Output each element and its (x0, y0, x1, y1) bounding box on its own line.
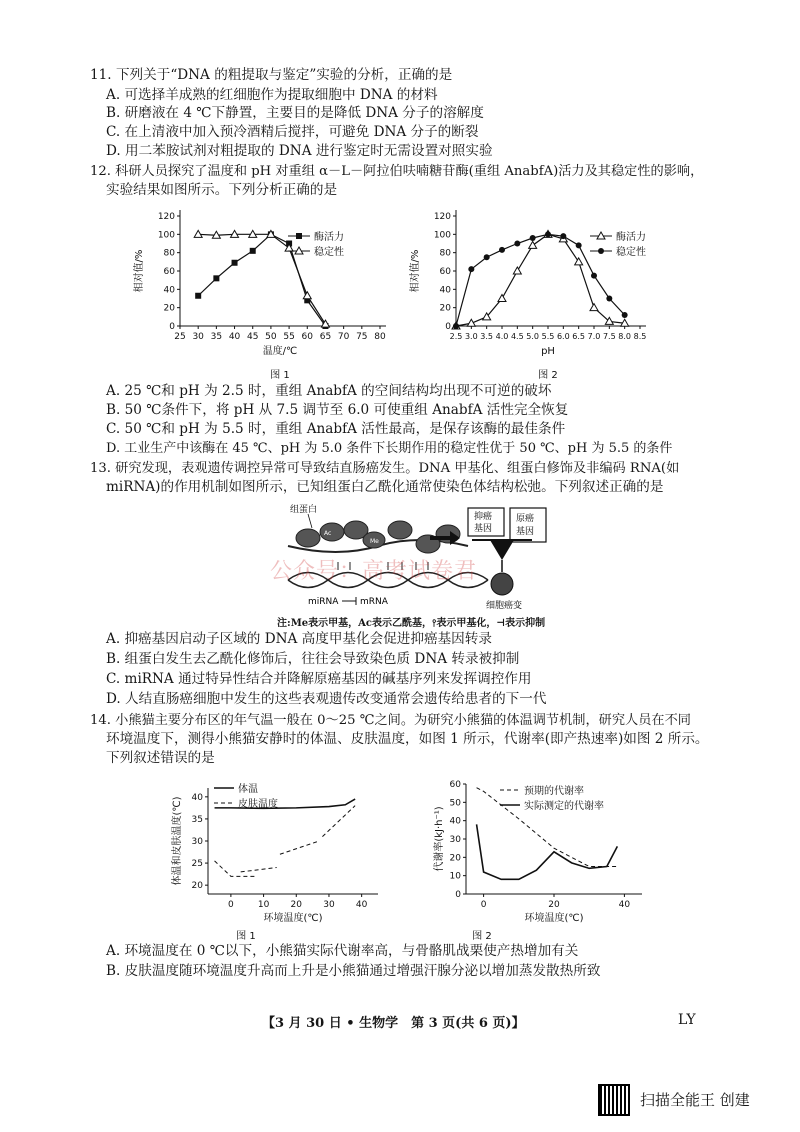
data-point (590, 304, 598, 311)
suppressor-gene-label: 抑癌 (474, 512, 493, 522)
x-tick-label: 7.5 (602, 332, 616, 341)
data-point (250, 248, 256, 254)
figure-caption: 图 1 (270, 370, 290, 381)
y-tick-label: 20 (163, 303, 175, 314)
x-tick-label: 30 (192, 332, 204, 342)
y-tick-label: 0 (455, 890, 461, 900)
q12-option-d: D. 工业生产中该酶在 45 ℃、pH 为 5.0 条件下长期作用的稳定性优于 50 ℃、pH 为 5.5 的条件 (106, 441, 673, 456)
data-point (560, 233, 566, 239)
methyl-label: Me (370, 538, 379, 545)
q12-stem-line1: 12. 科研人员探究了温度和 pH 对重组 α－L－阿拉伯呋喃糖苷酶(重组 AnabfA)活力及其稳定性的影响， (90, 164, 704, 179)
series-line (477, 824, 618, 879)
y-tick-label: 80 (163, 248, 175, 259)
q14-chart-metabolic-rate (430, 778, 660, 942)
x-tick-label: 10 (257, 900, 270, 910)
y-tick-label: 40 (439, 285, 451, 296)
data-point (529, 241, 537, 248)
data-point (606, 296, 612, 302)
lever-triangle (490, 540, 514, 560)
x-tick-label: 4.5 (510, 332, 524, 341)
legend-marker (598, 248, 604, 254)
series-实际测定的代谢率 (477, 824, 618, 879)
x-tick-label: 2.5 (449, 332, 463, 341)
q11-option-a: A. 可选择羊成熟的红细胞作为提取细胞中 DNA 的材料 (106, 87, 438, 103)
y-tick-label: 50 (449, 798, 461, 809)
x-tick-label: 30 (323, 900, 335, 910)
q14-option-b: B. 皮肤温度随环境温度升高而上升是小熊猫通过增强汗腺分泌以增加蒸发散热所致 (106, 963, 601, 979)
y-tick-label: 20 (439, 303, 451, 314)
y-axis-label: 体温和皮肤温度(℃) (172, 796, 183, 886)
legend-label: 酶活力 (314, 232, 344, 243)
x-tick-label: 75 (356, 332, 368, 342)
q14-stem-line1: 14. 小熊猫主要分布区的年气温一般在 0～25 ℃之间。为研究小熊猫的体温调节机制，研究人员在不同 (90, 713, 691, 728)
y-tick-label: 0 (445, 322, 451, 332)
x-tick-label: 50 (265, 332, 277, 342)
q11-option-d: D. 用二苯胺试剂对粗提取的 DNA 进行鉴定时无需设置对照实验 (106, 143, 493, 159)
series-预期的代谢率 (477, 788, 618, 867)
x-tick-label: 80 (374, 332, 386, 342)
y-tick-label: 80 (439, 248, 451, 259)
y-tick-label: 30 (449, 835, 461, 845)
x-axis-label: 环境温度(℃) (263, 913, 323, 924)
q12-option-c: C. 50 ℃和 pH 为 5.5 时，重组 AnabfA 活性最高，是保存该酶的最佳条件 (106, 421, 566, 437)
y-tick-label: 100 (433, 230, 451, 241)
suppressor-gene-label-2: 基因 (474, 524, 493, 534)
y-tick-label: 40 (449, 816, 461, 827)
q12-chart-temperature (118, 198, 418, 381)
x-tick-label: 3.0 (464, 332, 478, 341)
series-line (215, 799, 356, 808)
legend-marker (296, 233, 302, 239)
data-point (514, 241, 520, 247)
q13-option-b: B. 组蛋白发生去乙酰化修饰后，往往会导致染色质 DNA 转录被抑制 (106, 651, 520, 667)
x-tick-label: 0 (480, 900, 487, 910)
x-tick-label: 40 (355, 900, 368, 910)
data-point (213, 275, 219, 281)
data-point (499, 247, 505, 253)
data-point (453, 323, 459, 329)
x-tick-label: 35 (210, 332, 223, 342)
series-酶活力 (452, 230, 629, 329)
x-tick-label: 0 (228, 900, 234, 910)
data-point (622, 312, 628, 318)
q14-chart-temperature (168, 778, 398, 942)
data-point (575, 258, 583, 265)
q13-stem-line1: 13. 研究发现，表观遗传调控异常可导致结直肠癌发生。DNA 甲基化、组蛋白修饰及非编码 RNA(如 (90, 461, 680, 476)
page-footer: 【3 月 30 日 • 生物学 第 3 页(共 6 页)】 (262, 1016, 525, 1031)
y-axis-label: 相对值/% (410, 249, 421, 293)
x-tick-label: 8.5 (633, 332, 647, 341)
legend-label: 实际测定的代谢率 (524, 801, 604, 812)
series-line (280, 841, 319, 854)
data-point (467, 319, 475, 326)
q12-chart-ph (400, 198, 680, 381)
x-axis-label: 环境温度(℃) (524, 913, 584, 924)
x-tick-label: 20 (548, 900, 560, 910)
legend-label: 预期的代谢率 (524, 786, 584, 797)
y-tick-label: 20 (449, 853, 461, 864)
y-tick-label: 40 (163, 285, 175, 296)
legend-label: 稳定性 (314, 247, 344, 258)
y-tick-label: 120 (433, 212, 451, 222)
y-tick-label: 35 (191, 814, 203, 825)
y-tick-label: 60 (449, 780, 461, 790)
series-line (215, 861, 258, 876)
q13-option-d: D. 人结直肠癌细胞中发生的这些表观遗传改变通常会遗传给患者的下一代 (106, 691, 547, 707)
y-tick-label: 30 (191, 837, 203, 847)
data-point (195, 293, 201, 299)
x-tick-label: 70 (337, 332, 350, 342)
x-tick-label: 55 (283, 332, 295, 342)
x-tick-label: 6.0 (556, 332, 570, 341)
y-tick-label: 10 (449, 871, 461, 882)
data-point (530, 235, 536, 241)
data-point (545, 231, 551, 237)
data-point (591, 273, 597, 279)
footer-code: LY (678, 1012, 696, 1028)
q11-option-b: B. 研磨液在 4 ℃下静置，主要目的是降低 DNA 分子的溶解度 (106, 105, 484, 121)
data-point (194, 230, 202, 237)
q13-stem-line2: miRNA)的作用机制如图所示，已知组蛋白乙酰化通常使染色体结构松弛。下列叙述正确的是 (106, 479, 664, 495)
y-axis-label: 相对值/% (134, 249, 145, 293)
legend-label: 皮肤温度 (238, 799, 278, 810)
legend-label: 稳定性 (616, 247, 646, 258)
figure-caption: 图 2 (472, 931, 492, 942)
legend-label: 体温 (238, 784, 258, 795)
oncogene-label-2: 基因 (516, 527, 535, 537)
data-point (232, 260, 238, 266)
q11-stem: 11. 下列关于“DNA 的粗提取与鉴定”实验的分析，正确的是 (90, 67, 453, 83)
data-point (484, 254, 490, 260)
mirna-label: miRNA (308, 597, 339, 607)
series-line (241, 868, 277, 872)
figure-caption: 图 1 (236, 931, 256, 942)
data-point (468, 266, 474, 272)
cancer-cell-icon (491, 573, 513, 595)
x-axis-label: 温度/℃ (262, 346, 298, 357)
x-tick-label: 25 (174, 332, 186, 342)
q12-option-b: B. 50 ℃条件下，将 pH 从 7.5 调节至 6.0 可使重组 AnabfA 活性完全恢复 (106, 402, 569, 418)
oncogene-label: 原癌 (516, 514, 535, 524)
x-tick-label: 40 (618, 900, 631, 910)
x-tick-label: 65 (319, 332, 332, 342)
y-tick-label: 100 (157, 230, 175, 241)
qr-code-icon (598, 1084, 630, 1116)
y-tick-label: 0 (169, 322, 175, 332)
x-tick-label: 20 (290, 900, 302, 910)
series-line (477, 788, 618, 867)
y-tick-label: 40 (191, 792, 203, 803)
mrna-label: mRNA (360, 597, 388, 607)
series-line (322, 806, 355, 837)
x-tick-label: 45 (247, 332, 259, 342)
q14-option-a: A. 环境温度在 0 ℃以下，小熊猫实际代谢率高，与骨骼肌战栗使产热增加有关 (106, 943, 579, 959)
y-tick-label: 120 (157, 212, 175, 222)
data-point (576, 242, 582, 248)
x-tick-label: 4.0 (495, 332, 509, 341)
x-tick-label: 5.5 (541, 332, 555, 341)
x-tick-label: 60 (301, 332, 313, 342)
q14-stem-line3: 下列叙述错误的是 (106, 750, 215, 766)
legend-label: 酶活力 (616, 232, 646, 243)
y-tick-label: 60 (163, 267, 175, 277)
y-tick-label: 20 (191, 881, 203, 892)
histone-label: 组蛋白 (290, 505, 318, 515)
watermark: 公众号：高考试卷君 (270, 559, 478, 584)
y-tick-label: 60 (439, 267, 451, 277)
x-tick-label: 40 (228, 332, 241, 342)
scanner-watermark: 扫描全能王 创建 (640, 1091, 750, 1109)
y-axis-label: 代谢率(kJ·h⁻¹) (434, 806, 445, 872)
y-tick-label: 25 (191, 859, 203, 870)
q13-option-a: A. 抑癌基因启动子区域的 DNA 高度甲基化会促进抑癌基因转录 (106, 631, 492, 647)
x-tick-label: 8.0 (618, 332, 632, 341)
x-tick-label: 5.0 (526, 332, 540, 341)
q13-option-c: C. miRNA 通过特异性结合并降解原癌基因的碱基序列来发挥调控作用 (106, 671, 532, 687)
q12-stem-line2: 实验结果如图所示。下列分析正确的是 (106, 182, 338, 198)
x-tick-label: 3.5 (480, 332, 494, 341)
data-point (513, 267, 521, 274)
figure-caption: 图 2 (538, 370, 558, 381)
data-point (498, 295, 506, 302)
series-酶活力 (195, 231, 328, 329)
x-axis-label: pH (541, 346, 555, 357)
x-tick-label: 6.5 (572, 332, 586, 341)
cancer-label: 细胞癌变 (486, 601, 523, 611)
acetyl-label: Ac (324, 530, 332, 537)
x-tick-label: 7.0 (587, 332, 601, 341)
series-line (456, 234, 625, 326)
q13-figure-note: 注:Me表示甲基，Ac表示乙酰基，⫯表示甲基化，⊣表示抑制 (277, 618, 546, 629)
q12-option-a: A. 25 ℃和 pH 为 2.5 时，重组 AnabfA 的空间结构均出现不可逆的破坏 (106, 383, 552, 399)
series-皮肤温度 (215, 806, 356, 877)
q14-stem-line2: 环境温度下，测得小熊猫安静时的体温、皮肤温度，如图 1 所示，代谢率(即产热速率)如图 2 所示。 (106, 731, 709, 747)
q11-option-c: C. 在上清液中加入预冷酒精后搅拌，可避免 DNA 分子的断裂 (106, 124, 479, 140)
series-体温 (215, 799, 356, 808)
